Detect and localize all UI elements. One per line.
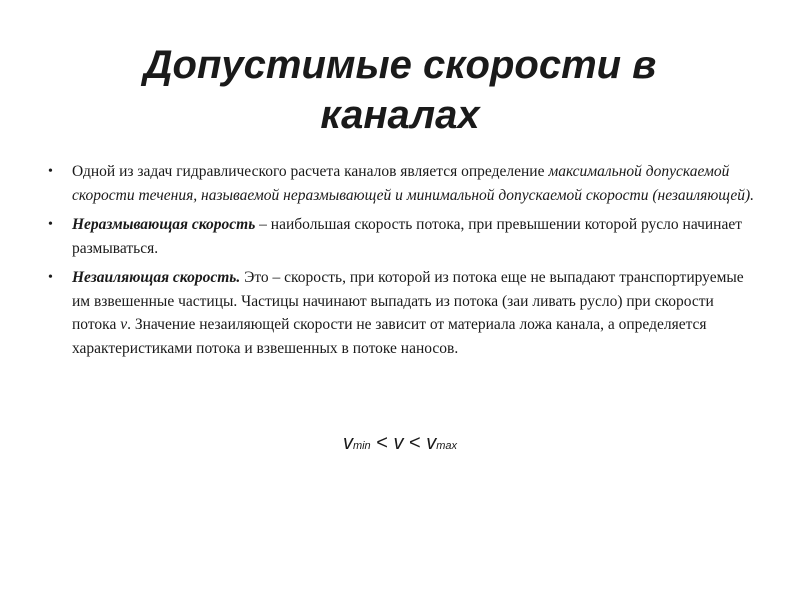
bullet-icon: • — [48, 270, 53, 285]
bullet-text: Это – скорость, при которой из потока еще не выпадают транспортируемые им взвешенные частицы. Частицы начинают выпадать из потока (заи ливать русло) при скорости потока — [72, 269, 744, 333]
bullet-text: Одной из задач гидравлического расчета каналов является определение — [72, 163, 549, 180]
velocity-formula — [0, 432, 800, 455]
title-line-2: каналах — [320, 93, 480, 137]
formula-lt-2: < — [403, 432, 427, 454]
formula-v-max: v — [426, 432, 437, 454]
formula-lt-1: < — [370, 432, 394, 454]
bullet-text: – наибольшая скорость потока, при превышении которой русло начинает размываться. — [72, 216, 742, 257]
velocity-variable: v — [120, 316, 128, 333]
term-nonsilting: Незаиляющая скорость. — [72, 269, 241, 286]
bullet-icon: • — [48, 217, 53, 232]
title-line-1: Допустимые скорости в — [143, 43, 657, 87]
bullet-item-task — [48, 160, 760, 207]
bullet-item-nonerosive — [48, 213, 760, 260]
formula-sub-max: max — [436, 440, 458, 452]
bullet-item-nonsilting — [48, 266, 760, 360]
bullet-text-continued: . Значение незаиляющей скорости не зависит от материала ложа канала, а определяется характеристиками потока и взвешенных в потоке наносов. — [72, 316, 707, 357]
slide-title — [60, 40, 740, 140]
formula-sub-min: min — [352, 440, 371, 452]
formula-v-min: v — [342, 432, 353, 454]
term-nonerosive: Неразмывающая скорость — [72, 216, 256, 233]
bullet-icon: • — [48, 164, 53, 179]
bullet-italic-text: максимальной допускаемой скорости течения, называемой неразмывающей и минимальной допускаемой скорости (незаиляющей). — [72, 163, 755, 204]
bullet-list — [48, 160, 760, 366]
formula-v: v — [393, 432, 404, 454]
